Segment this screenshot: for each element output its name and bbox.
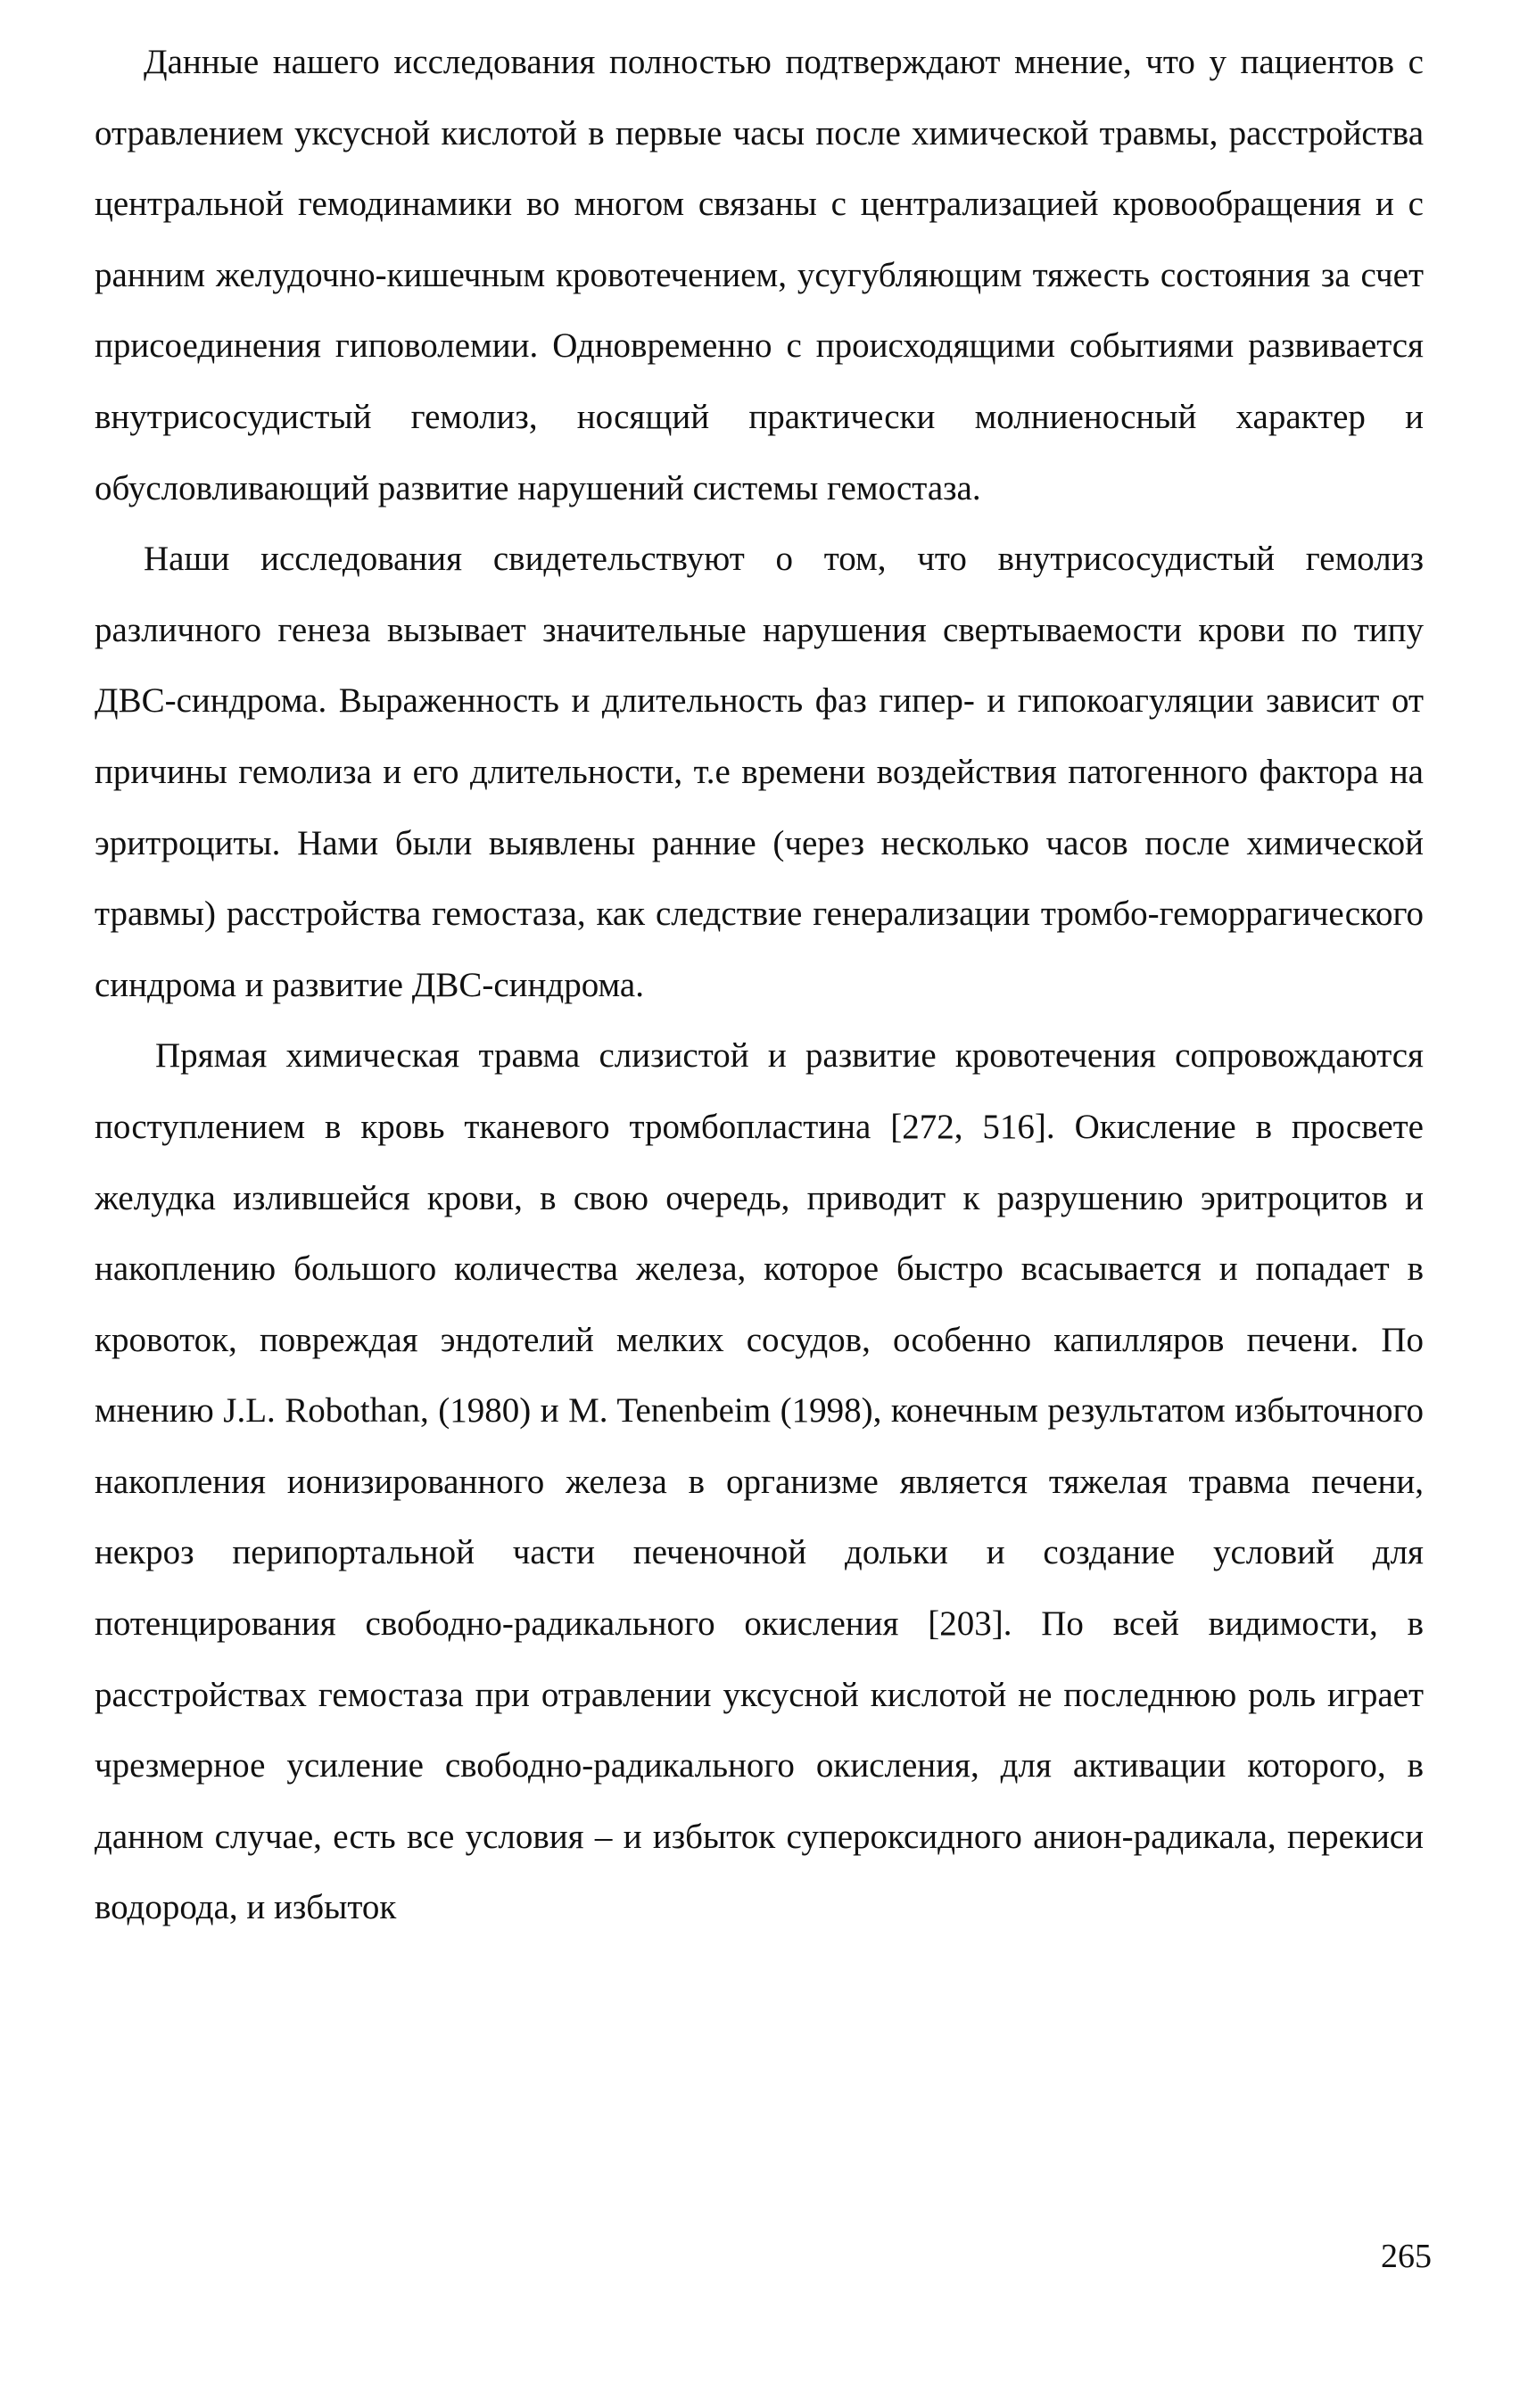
paragraph-1: Данные нашего исследования полностью подтверждают мнение, что у пациентов с отравлением уксусной кислотой в первые часы после химической травмы, расстройства центральной гемодинамики во многом связаны с централизацией кровообращения и с ранним желудочно-кишечным кровотечением, усугубляющим тяжесть состояния за счет присоединения гиповолемии. Одновременно с происходящими событиями развивается внутрисосудистый гемолиз, носящий практически молниеносный характер и обусловливающий развитие нарушений системы гемостаза. [95,43,1424,507]
page-number: 265 [1381,2238,1432,2275]
body-text [95,27,1424,1943]
paragraph-3: Прямая химическая травма слизистой и развитие кровотечения сопровождаются поступлением в кровь тканевого тромбопластина [272, 516]. Окисление в просвете желудка излившейся крови, в свою очередь, приводит к разрушению эритроцитов и накоплению большого количества железа, которое быстро всасывается и попадает в кровоток, повреждая эндотелий мелких сосудов, особенно капилляров печени. По мнению J.L. Robothan, (1980) и M. Tenenbeim (1998), конечным результатом избыточного накопления ионизированного железа в организме является тяжелая травма печени, некроз перипортальной части печеночной дольки и создание условий для потенцирования свободно-радикального окисления [203]. По всей видимости, в расстройствах гемостаза при отравлении уксусной кислотой не последнюю роль играет чрезмерное усиление свободно-радикального окисления, для активации которого, в данном случае, есть все условия – и избыток супероксидного анион-радикала, перекиси водорода, и избыток [95,1036,1424,1927]
paragraph-2: Наши исследования свидетельствуют о том, что внутрисосудистый гемолиз различного генеза вызывает значительные нарушения свертываемости крови по типу ДВС-синдрома. Выраженность и длительность фаз гипер- и гипокоагуляции зависит от причины гемолиза и его длительности, т.е времени воздействия патогенного фактора на эритроциты. Нами были выявлены ранние (через несколько часов после химической травмы) расстройства гемостаза, как следствие генерализации тромбо-геморрагического синдрома и развитие ДВС-синдрома. [95,540,1424,1004]
